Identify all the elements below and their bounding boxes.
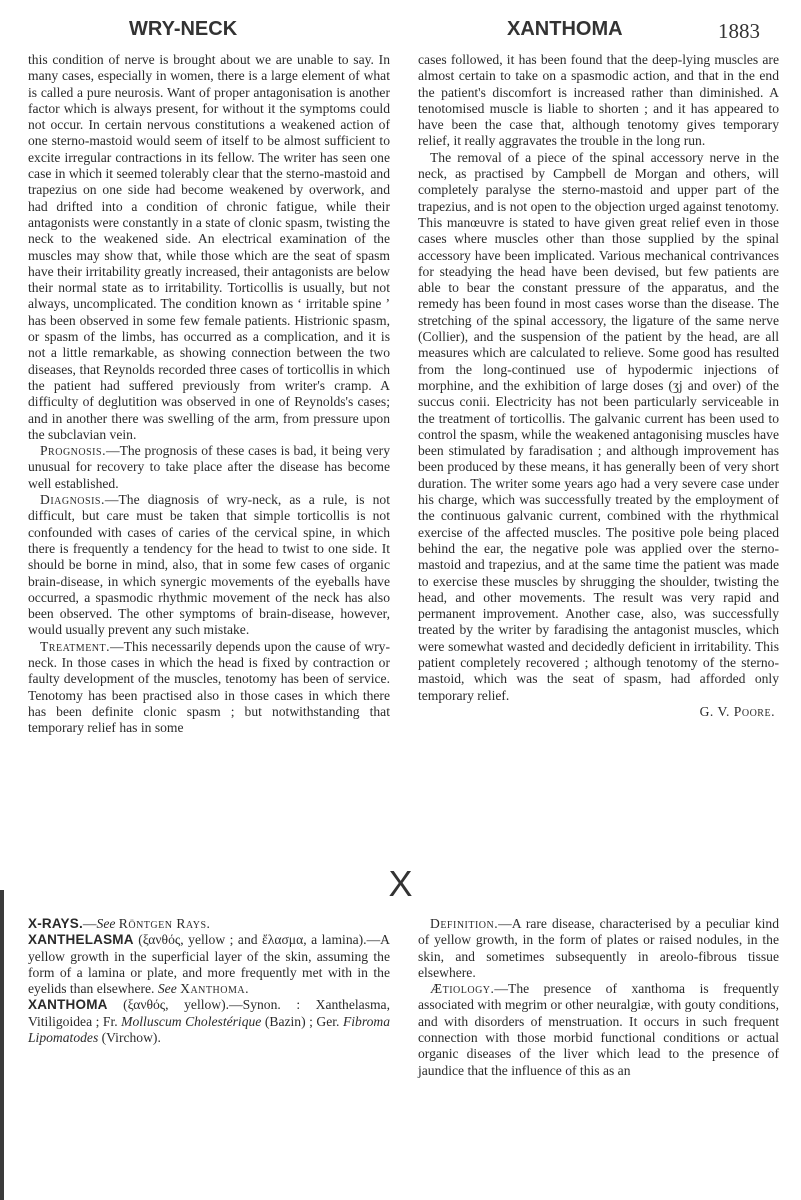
aetiology-paragraph [418,981,779,1079]
diagnosis-paragraph [28,492,390,639]
entry-xanthelasma [28,932,390,997]
paragraph: cases followed, it has been found that the deep-lying muscles are almost certain to take on a spasmodic action, and that in the end the patient's discomfort is increased rather than diminished. A tenotomised muscle is liable to shorten ; and it has appeared to have been the case that, although tenotomy gives temporary relief, it really aggravates the trouble in the long run. [418,52,779,149]
aetiology-text: —The presence of xanthoma is frequently associated with megrim or other neuralgiæ, with gouty conditions, and with disorders of menstruation. It occurs in such frequent connection with those morbid functional conditions or actual organic diseases of the liver which lead to the presence of jaundice that the influence of this as an [418,981,779,1078]
entry-text: (ξανθός, yellow ; and ἔλασμα, a lamina).—A yellow growth in the superficial layer of the skin, assuming the form of a lamina or plate, and more frequently met with in the eyelids than elsewhere. [28,932,390,997]
section-letter: X [388,863,413,904]
treatment-heading: Treatment. [40,638,111,654]
page-number: 1883 [718,19,760,43]
prognosis-heading: Prognosis. [40,443,106,459]
entries-left-column [28,916,390,1046]
entry-x-rays [28,916,390,932]
paragraph: The removal of a piece of the spinal accessory nerve in the neck, as practised by Campbell de Morgan and others, will completely paralyse the sterno-mastoid and upper part of the trapezius, and is not open to the objection urged against tenotomy. This manœuvre is stated to have given great relief even in those cases where muscles other than those supplied by the spinal accessory have been implicated. Various mechanical contrivances for steadying the head have been devised, but few patients are able to bear the constant pressure of the apparatus, and the remedy has been found in most cases worse than the disease. The stretching of the spinal accessory, the ligature of the same nerve (Collier), and the suspension of the patient by the head, are all measures which are calculated to relieve. Some good has resulted from the long-continued use of hypodermic injections of morphine, and the exhibition of large doses (ʒj and over) of the succus conii. Electricity has not been particularly serviceable in the treatment of torticollis. The galvanic current has been used to control the spasm, while the weakened antagonising muscles have been stimulated by faradisation ; and although improvement has been produced by these means, it has generally been of very short duration. The writer some years ago had a very severe case under his charge, which was successfully treated by the employment of the continuous galvanic current, combined with the rhythmical exercise of the affected muscles. The positive pole being placed behind the ear, the negative pole was applied over the sterno-mastoid and trapezius, and at the same time the patient was made to exercise these muscles by shrugging the shoulder, twisting the head, and other movements. The result was very rapid and permanent improvement. Another case, also, was successfully treated by the writer by faradising the antagonist muscles, which were somewhat wasted and decidedly deficient in irritability. This patient completely recovered ; although tenotomy of the sterno-mastoid, which was the seat of spasm, had afforded only temporary relief. [418,149,779,703]
entry-text: (Bazin) ; Ger. [261,1013,343,1029]
treatment-text: —This necessarily depends upon the cause of wry-neck. In those cases in which the head is fixed by contraction or faulty development of the muscles, tenotomy has been of service. Tenotomy has been practised also in those cases in which there has been definite clonic spasm ; but notwithstanding that temporary relief has in some [28,638,390,736]
definition-heading: Definition. [430,916,499,931]
cross-reference: Xanthoma. [180,981,249,997]
author-signature: G. V. Poore. [699,703,775,719]
french-synonym: Molluscum Cholestérique [121,1013,262,1029]
see-label: See [96,916,116,931]
entry-term: XANTHELASMA [28,932,134,948]
header-left-title: WRY-NECK [129,18,238,40]
entry-term: XANTHOMA [28,997,108,1013]
entry-term: X-RAYS. [28,916,83,931]
cross-reference: Röntgen Rays. [118,916,211,931]
diagnosis-heading: Diagnosis. [40,492,105,508]
page-edge-bar [0,890,4,1200]
paragraph: this condition of nerve is brought about we are unable to say. In many cases, especially in women, there is a large element of what is called a pure neurosis. Want of proper antagonisation is another factor which is always present, for without it the symptoms could not occur. In certain nervous constitutions a weakened action of one sterno-mastoid would seem of itself to be almost sufficient to excite irregular contractions in its fellow. The writer has seen one case in which it seemed tolerably clear that the sterno-mastoid and trapezius on one side had become weakened by overwork, and had drifted into a condition of chronic fatigue, while their antagonists were constantly in a state of clonic spasm, twisting the neck to the weakened side. An electrical examination of the muscles may show that, while those which are the seat of spasm have their irritability greatly increased, their antagonists are below their normal state as to irritability. Torticollis is usually, but not always, uncomplicated. The condition known as ‘ irritable spine ’ has been observed in some few female patients. Histrionic spasm, or spasm of the limbs, has occurred as a complication, and it is not a little remarkable, as showing connection between the two diseases, that Reynolds recorded three cases of torticollis in which the patient had suffered previously from writer's cramp. A difficulty of deglutition was observed in one of Reynolds's cases; and in another there was swelling of the arm, from pressure upon the subclavian vein. [28,52,390,442]
definition-text: —A rare disease, characterised by a peculiar kind of yellow growth, in the form of plates or raised nodules, in the skin, and sometimes subsequently in areolo-fibrous tissue elsewhere. [418,916,779,980]
aetiology-heading: Ætiology. [430,981,495,997]
running-header [0,18,801,48]
prognosis-text: —The prognosis of these cases is bad, it being very unusual for recovery to take place after the disease has become well established. [28,443,390,491]
entries-right-column [418,916,779,1079]
entry-dash: — [82,916,97,931]
entry-text: (ξανθός, yellow).—Synon. : Xanthelasma, Vitiligoidea ; Fr. [28,997,390,1029]
header-right-title: XANTHOMA [507,18,623,40]
treatment-paragraph [28,639,390,737]
definition-paragraph [418,916,779,981]
see-label: See [157,981,177,997]
diagnosis-text: —The diagnosis of wry-neck, as a rule, is not difficult, but care must be taken that simple torticollis is not confounded with cases of caries of the cervical spine, in which there is frequently a tendency for the head to twist to one side. It should be borne in mind, also, that in some few cases of organic brain-disease, in which synergic movements of the eyeballs have occurred, a spasmodic rhythmic movement of the neck has also been observed. The other symptoms of brain-disease, however, would usually prevent any such mistake. [28,492,390,638]
prognosis-paragraph [28,443,390,492]
right-column [418,52,779,720]
entry-text: (Virchow). [98,1030,161,1046]
german-synonym: Fibroma Lipomatodes [28,1013,391,1046]
left-column [28,52,390,736]
entry-xanthoma [28,997,390,1046]
